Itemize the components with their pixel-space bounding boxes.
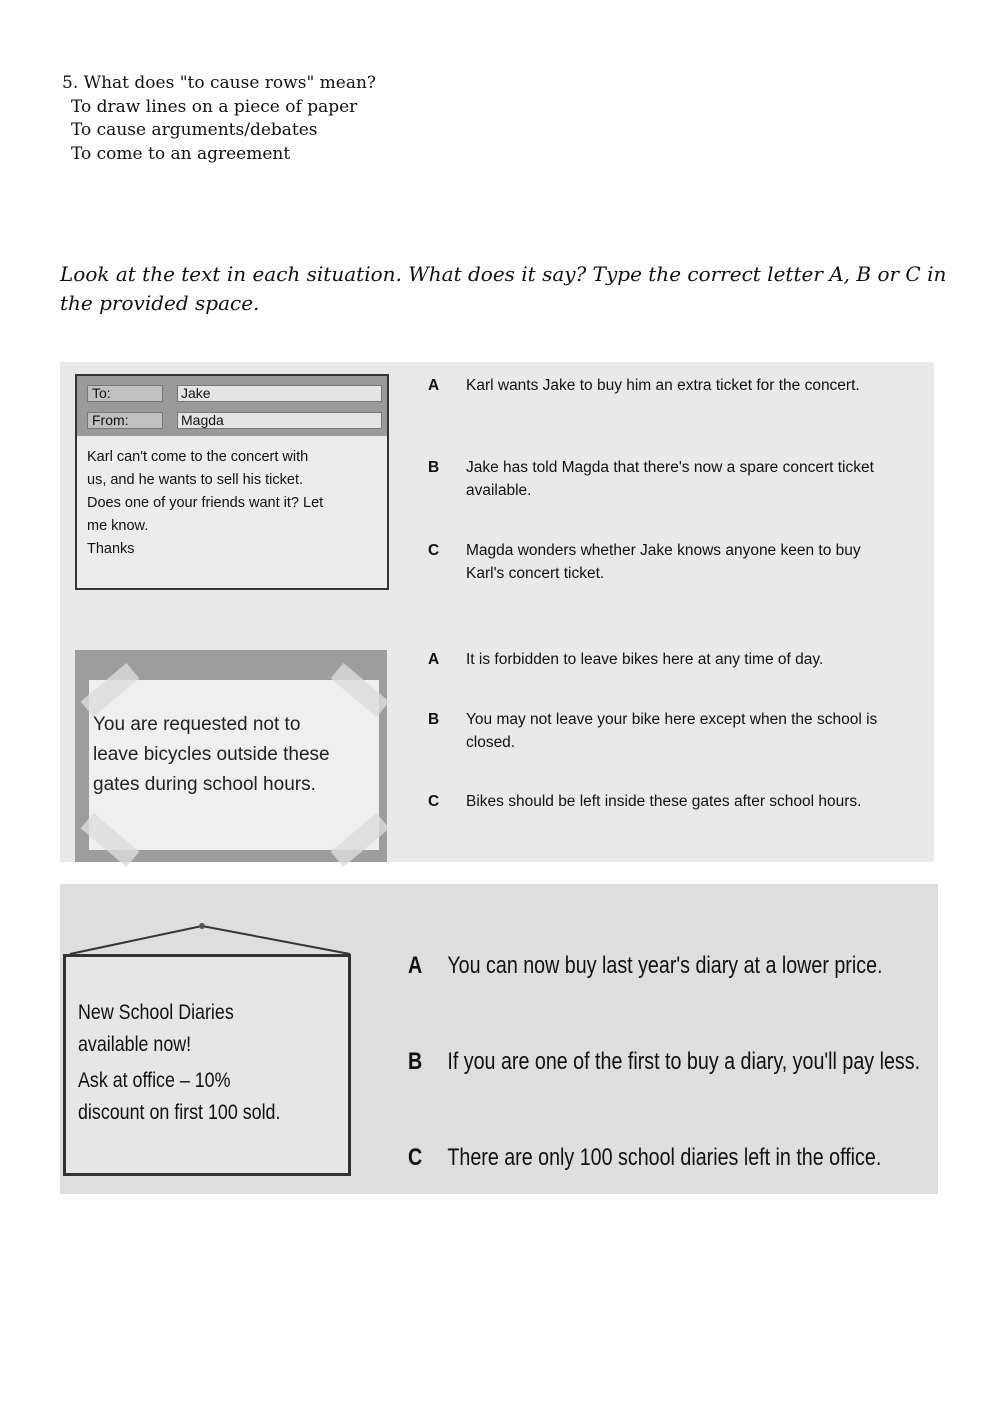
option-letter: A xyxy=(428,651,440,668)
situations-panel-2 xyxy=(60,884,938,1194)
diary-notice-image xyxy=(63,954,351,1176)
option-letter: B xyxy=(408,1048,423,1075)
question-title: 5. What does "to cause rows" mean? xyxy=(62,73,377,93)
notice-line: Ask at office – 10% discount on first 100 sold. xyxy=(78,1069,281,1124)
option-text: Magda wonders whether Jake knows anyone keen to buy Karl's concert ticket. xyxy=(466,542,861,582)
message-line: me know. xyxy=(87,518,149,534)
option-letter: C xyxy=(408,1144,423,1171)
situations-panel-1 xyxy=(60,362,934,862)
option-text: There are only 100 school diaries left in the office. xyxy=(447,1144,882,1171)
email-image xyxy=(75,374,389,590)
to-value: Jake xyxy=(177,385,382,402)
email-body xyxy=(77,436,387,571)
message-line: Does one of your friends want it? Let xyxy=(87,495,324,511)
option-text: Jake has told Magda that there's now a spare concert ticket available. xyxy=(466,459,874,499)
answer-option[interactable]: To come to an agreement xyxy=(71,143,291,164)
from-label: From: xyxy=(87,412,163,429)
option-text: If you are one of the first to buy a diary, you'll pay less. xyxy=(447,1048,921,1075)
sign-line: You are requested not to xyxy=(93,714,301,735)
message-line: us, and he wants to sell his ticket. xyxy=(87,472,303,488)
question-5 xyxy=(62,72,376,166)
option-text: It is forbidden to leave bikes here at any time of day. xyxy=(466,651,824,668)
option-text: You may not leave your bike here except when the school is closed. xyxy=(466,711,878,751)
option-text: Bikes should be left inside these gates after school hours. xyxy=(466,793,862,810)
option-letter: B xyxy=(428,459,440,476)
to-label: To: xyxy=(87,385,163,402)
message-line: Karl can't come to the concert with xyxy=(87,449,309,465)
notice-line: New School Diaries available now! xyxy=(78,1001,234,1056)
option-letter: A xyxy=(428,377,440,394)
instruction: Look at the text in each situation. What does it say? Type the correct letter A, B or C in the provided space. xyxy=(60,262,947,315)
option-letter: C xyxy=(428,793,440,810)
option-text: You can now buy last year's diary at a lower price. xyxy=(447,952,883,979)
sign-line: leave bicycles outside these xyxy=(93,744,330,765)
from-value: Magda xyxy=(177,412,382,429)
option-letter: C xyxy=(428,542,440,559)
answer-option[interactable]: To cause arguments/debates xyxy=(71,120,318,140)
option-text: Karl wants Jake to buy him an extra ticket for the concert. xyxy=(466,377,860,394)
option-letter: B xyxy=(428,711,440,728)
bicycle-sign-image xyxy=(75,650,387,862)
answer-option[interactable]: To draw lines on a piece of paper xyxy=(71,96,358,117)
message-line: Thanks xyxy=(87,541,135,557)
option-letter: A xyxy=(408,952,423,979)
sign-line: gates during school hours. xyxy=(93,774,316,795)
